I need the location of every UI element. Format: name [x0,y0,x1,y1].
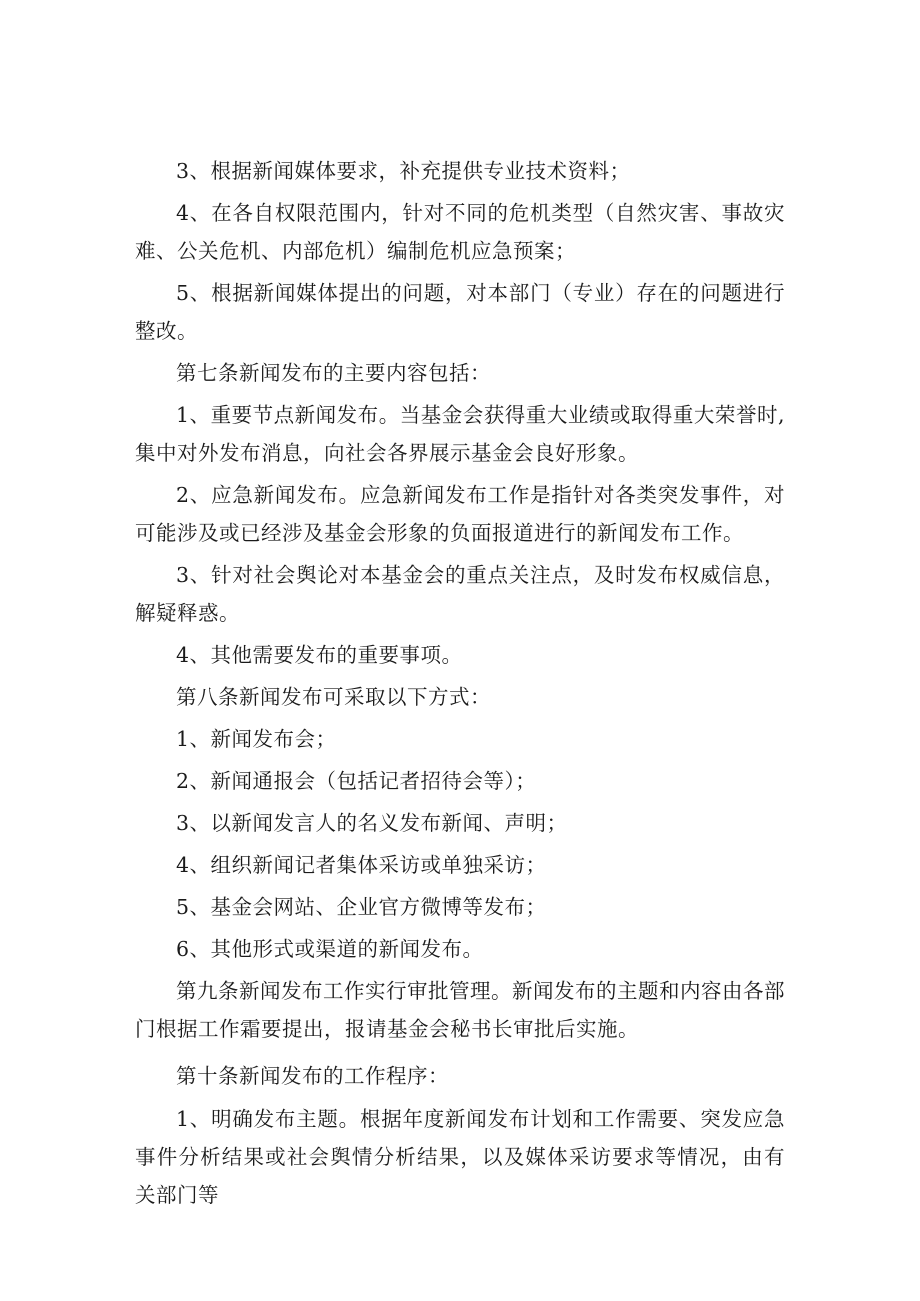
document-body [135,152,785,1214]
article-8-item-5: 5、基金会网站、企业官方微博等发布； [176,895,547,919]
article-10-item-1: 1、明确发布主题。根据年度新闻发布计划和工作需要、突发应急事件分析结果或社会舆情分析结果，以及媒体采访要求等情况，由有关部门等 [135,1107,785,1207]
article-9-paragraph: 第九条新闻发布工作实行审批管理。新闻发布的主题和内容由各部门根据工作霜要提出，报请基金会秘书长审批后实施。 [135,979,785,1041]
article-8-item-4: 4、组织新闻记者集体采访或单独采访； [176,853,547,877]
article-8-item-6: 6、其他形式或渠道的新闻发布。 [176,937,484,961]
article-7-item-2: 2、应急新闻发布。应急新闻发布工作是指针对各类突发事件，对可能涉及或已经涉及基金会形象的负面报道进行的新闻发布工作。 [135,483,785,545]
paragraph-item-5: 5、根据新闻媒体提出的问题，对本部门（专业）存在的问题进行整改。 [135,281,785,343]
article-7-heading: 第七条新闻发布的主要内容包括： [176,361,491,385]
paragraph-item-3: 3、根据新闻媒体要求，补充提供专业技术资料； [176,159,631,183]
article-8-item-3: 3、以新闻发言人的名义发布新闻、声明； [176,811,568,835]
article-8-item-2: 2、新闻通报会（包括记者招待会等）； [176,769,537,793]
article-8-heading: 第八条新闻发布可采取以下方式： [176,685,491,709]
article-7-item-3: 3、针对社会舆论对本基金会的重点关注点，及时发布权威信息，解疑释惑。 [135,563,785,625]
article-7-item-4: 4、其他需要发布的重要事项。 [176,643,463,667]
article-8-item-1: 1、新闻发布会； [176,727,337,751]
paragraph-item-4: 4、在各自权限范围内，针对不同的危机类型（自然灾害、事故灾难、公关危机、内部危机）编制危机应急预案； [135,201,785,263]
article-7-item-1: 1、重要节点新闻发布。当基金会获得重大业绩或取得重大荣誉时,集中对外发布消息，向社会各界展示基金会良好形象。 [135,403,785,465]
article-10-heading: 第十条新闻发布的工作程序： [176,1064,449,1088]
